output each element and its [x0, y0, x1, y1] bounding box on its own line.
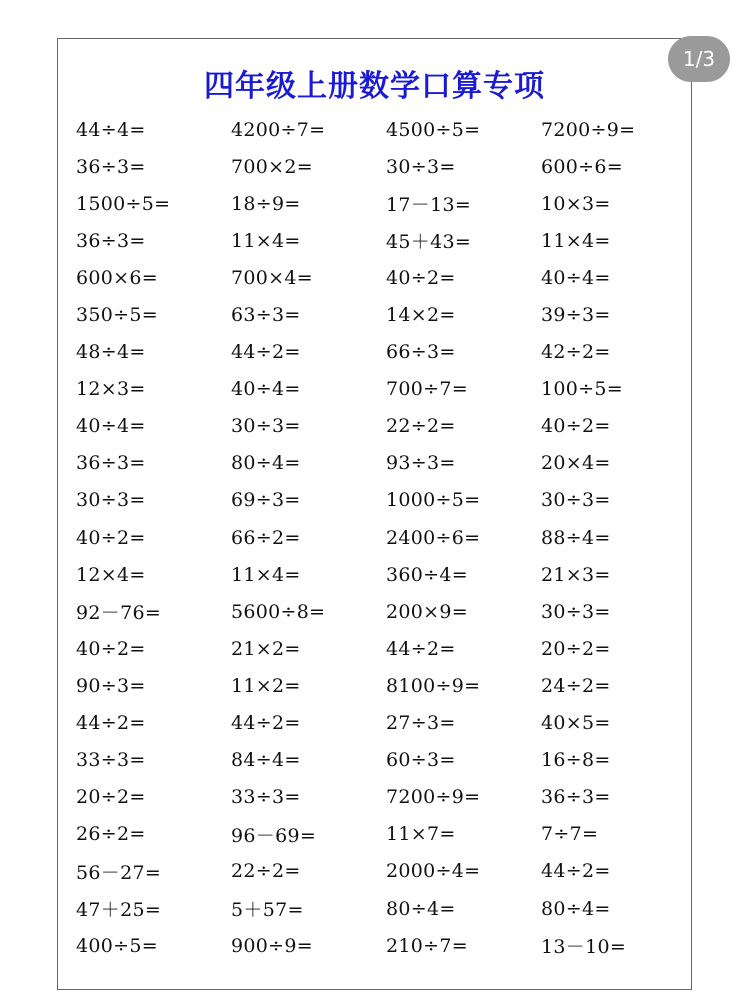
math-problem: 36÷3=: [76, 229, 146, 252]
math-problem: 210÷7=: [386, 934, 468, 957]
math-problem: 900÷9=: [231, 934, 313, 957]
math-problem: 33÷3=: [231, 786, 301, 809]
math-problem: 4200÷7=: [231, 118, 326, 141]
math-problem: 12×4=: [76, 563, 146, 586]
math-problem: 36÷3=: [76, 452, 146, 475]
math-problem: 80÷4=: [231, 452, 301, 475]
math-problem: 56－27=: [76, 861, 162, 884]
math-problem: 92－76=: [76, 602, 162, 625]
math-problem: 27÷3=: [386, 712, 456, 735]
math-problem: 44÷2=: [386, 637, 456, 660]
math-problem: 11×4=: [541, 229, 611, 252]
math-problem: 1000÷5=: [386, 489, 481, 512]
math-problem: 21×2=: [231, 637, 301, 660]
math-problem: 40×5=: [541, 712, 611, 735]
math-problem: 44÷4=: [76, 118, 146, 141]
math-problem: 40÷2=: [76, 637, 146, 660]
math-problem: 11×2=: [231, 674, 301, 697]
math-problem: 2000÷4=: [386, 860, 481, 883]
math-problem: 30÷3=: [231, 415, 301, 438]
problem-row: [76, 222, 696, 259]
math-problem: 22÷2=: [231, 860, 301, 883]
math-problem: 40÷4=: [541, 266, 611, 289]
math-problem: 2400÷6=: [386, 526, 481, 549]
problem-row: [76, 445, 696, 482]
math-problem: 700÷7=: [386, 378, 468, 401]
math-problem: 200×9=: [386, 600, 468, 623]
problem-row: [76, 890, 696, 927]
math-problem: 11×4=: [231, 563, 301, 586]
math-problem: 63÷3=: [231, 304, 301, 327]
problem-row: [76, 630, 696, 667]
math-problem: 600×6=: [76, 266, 158, 289]
math-problem: 4500÷5=: [386, 118, 481, 141]
math-problem: 24÷2=: [541, 674, 611, 697]
math-problem: 40÷2=: [76, 526, 146, 549]
math-problem: 48÷4=: [76, 341, 146, 364]
math-problem: 80÷4=: [541, 897, 611, 920]
problem-row: [76, 556, 696, 593]
math-problem: 20÷2=: [76, 786, 146, 809]
math-problem: 42÷2=: [541, 341, 611, 364]
math-problem: 40÷4=: [231, 378, 301, 401]
math-problem: 45＋43=: [386, 231, 472, 254]
math-problem: 11×4=: [231, 229, 301, 252]
math-problem: 100÷5=: [541, 378, 623, 401]
math-problem: 69÷3=: [231, 489, 301, 512]
math-problem: 66÷3=: [386, 341, 456, 364]
math-problem: 44÷2=: [541, 860, 611, 883]
problem-row: [76, 779, 696, 816]
problem-row: [76, 334, 696, 371]
math-problem: 84÷4=: [231, 749, 301, 772]
problem-row: [76, 111, 696, 148]
math-problem: 400÷5=: [76, 934, 158, 957]
math-problem: 10×3=: [541, 192, 611, 215]
math-problem: 44÷2=: [231, 341, 301, 364]
problem-row: [76, 742, 696, 779]
math-problem: 700×2=: [231, 155, 313, 178]
problem-row: [76, 482, 696, 519]
math-problem: 96－69=: [231, 824, 317, 847]
worksheet-page: [57, 38, 692, 990]
math-problem: 20×4=: [541, 452, 611, 475]
math-problem: 21×3=: [541, 563, 611, 586]
math-problem: 17－13=: [386, 194, 472, 217]
problem-row: [76, 593, 696, 630]
math-problem: 20÷2=: [541, 637, 611, 660]
math-problem: 7÷7=: [541, 823, 599, 846]
math-problem: 90÷3=: [76, 674, 146, 697]
problem-row: [76, 259, 696, 296]
problem-row: [76, 853, 696, 890]
problem-row: [76, 371, 696, 408]
math-problem: 18÷9=: [231, 192, 301, 215]
math-problem: 93÷3=: [386, 452, 456, 475]
problem-row: [76, 667, 696, 704]
problem-row: [76, 519, 696, 556]
page-indicator-badge: 1/3: [668, 36, 730, 82]
math-problem: 30÷3=: [386, 155, 456, 178]
math-problem: 30÷3=: [76, 489, 146, 512]
math-problem: 12×3=: [76, 378, 146, 401]
math-problem: 5＋57=: [231, 899, 304, 922]
math-problem: 600÷6=: [541, 155, 623, 178]
math-problem: 40÷2=: [541, 415, 611, 438]
math-problem: 33÷3=: [76, 749, 146, 772]
math-problem: 8100÷9=: [386, 674, 481, 697]
math-problem: 44÷2=: [231, 712, 301, 735]
math-problem: 36÷3=: [76, 155, 146, 178]
math-problem: 350÷5=: [76, 304, 158, 327]
problem-row: [76, 408, 696, 445]
math-problem: 14×2=: [386, 304, 456, 327]
problem-row: [76, 296, 696, 333]
math-problem: 5600÷8=: [231, 600, 326, 623]
math-problem: 16÷8=: [541, 749, 611, 772]
math-problem: 700×4=: [231, 266, 313, 289]
math-problem: 44÷2=: [76, 712, 146, 735]
problem-row: [76, 185, 696, 222]
problem-row: [76, 705, 696, 742]
math-problem: 30÷3=: [541, 600, 611, 623]
math-problem: 40÷4=: [76, 415, 146, 438]
math-problem: 60÷3=: [386, 749, 456, 772]
math-problem: 39÷3=: [541, 304, 611, 327]
problem-row: [76, 927, 696, 964]
worksheet-title: 四年级上册数学口算专项: [204, 69, 545, 104]
math-problem: 13－10=: [541, 936, 627, 959]
math-problem: 11×7=: [386, 823, 456, 846]
math-problem: 80÷4=: [386, 897, 456, 920]
math-problem: 26÷2=: [76, 823, 146, 846]
math-problem: 30÷3=: [541, 489, 611, 512]
math-problem: 1500÷5=: [76, 192, 171, 215]
math-problem: 7200÷9=: [386, 786, 481, 809]
problem-row: [76, 148, 696, 185]
math-problem: 47＋25=: [76, 899, 162, 922]
math-problem: 36÷3=: [541, 786, 611, 809]
problem-row: [76, 816, 696, 853]
math-problem: 40÷2=: [386, 266, 456, 289]
math-problem: 360÷4=: [386, 563, 468, 586]
math-problem: 88÷4=: [541, 526, 611, 549]
math-problem: 66÷2=: [231, 526, 301, 549]
problem-grid: [76, 111, 696, 964]
math-problem: 22÷2=: [386, 415, 456, 438]
math-problem: 7200÷9=: [541, 118, 636, 141]
